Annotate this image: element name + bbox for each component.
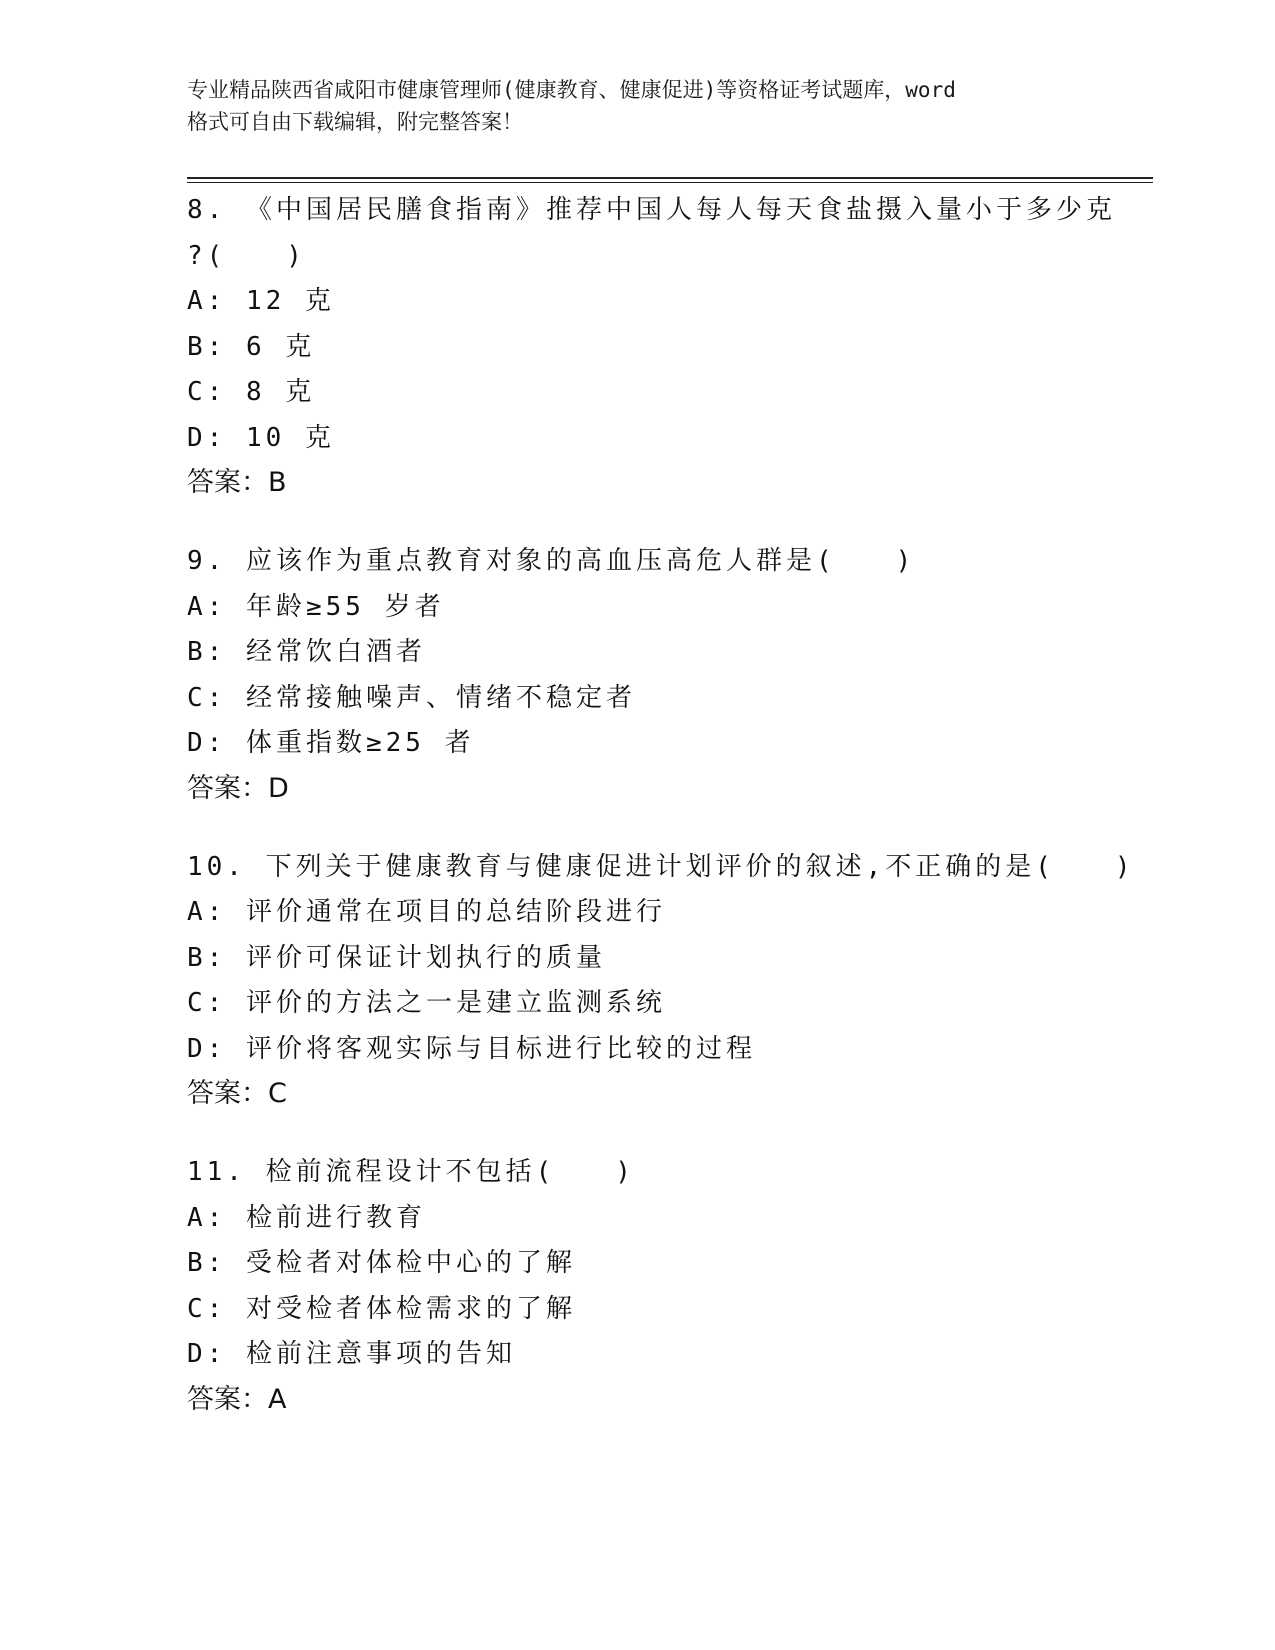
option-b: B: 受检者对体检中心的了解 [187,1248,576,1278]
answer: 答案：C [187,1078,287,1109]
option-c: C: 经常接触噪声、情绪不稳定者 [187,682,636,713]
option-d: D: 评价将客观实际与目标进行比较的过程 [187,1033,756,1064]
question-stem: 10. 下列关于健康教育与健康促进计划评价的叙述,不正确的是( ) [187,851,1135,882]
option-c: C: 8 克 [187,377,316,407]
option-d: D: 检前注意事项的告知 [187,1339,516,1369]
option-d: D: 10 克 [187,422,335,453]
question-list [187,188,1147,1456]
answer: 答案：B [187,467,287,498]
answer: 答案：D [187,772,289,804]
question-11 [187,1150,1147,1422]
question-stem-continued: ?( ) [187,240,306,271]
option-a: A: 年龄≥55 岁者 [187,591,445,622]
option-b: B: 评价可保证计划执行的质量 [187,942,606,973]
question-stem: 8. 《中国居民膳食指南》推荐中国人每人每天食盐摄入量小于多少克 [187,195,1116,225]
option-a: A: 12 克 [187,286,335,316]
question-10 [187,845,1147,1117]
question-stem: 11. 检前流程设计不包括( ) [187,1157,635,1187]
header-line-1: 专业精品陕西省咸阳市健康管理师(健康教育、健康促进)等资格证考试题库，word [187,78,956,102]
option-b: B: 经常饮白酒者 [187,637,426,667]
option-b: B: 6 克 [187,331,316,362]
header-divider-thin [187,182,1153,183]
option-d: D: 体重指数≥25 者 [187,728,475,758]
option-c: C: 对受检者体检需求的了解 [187,1293,576,1324]
option-c: C: 评价的方法之一是建立监测系统 [187,988,666,1018]
option-a: A: 检前进行教育 [187,1202,426,1233]
document-header [187,74,1087,138]
question-stem: 9. 应该作为重点教育对象的高血压高危人群是( ) [187,546,916,576]
answer: 答案：A [187,1383,287,1415]
question-8 [187,188,1147,505]
question-9 [187,539,1147,811]
option-a: A: 评价通常在项目的总结阶段进行 [187,897,666,927]
header-line-2: 格式可自由下载编辑，附完整答案！ [187,110,523,134]
header-divider [187,177,1153,179]
